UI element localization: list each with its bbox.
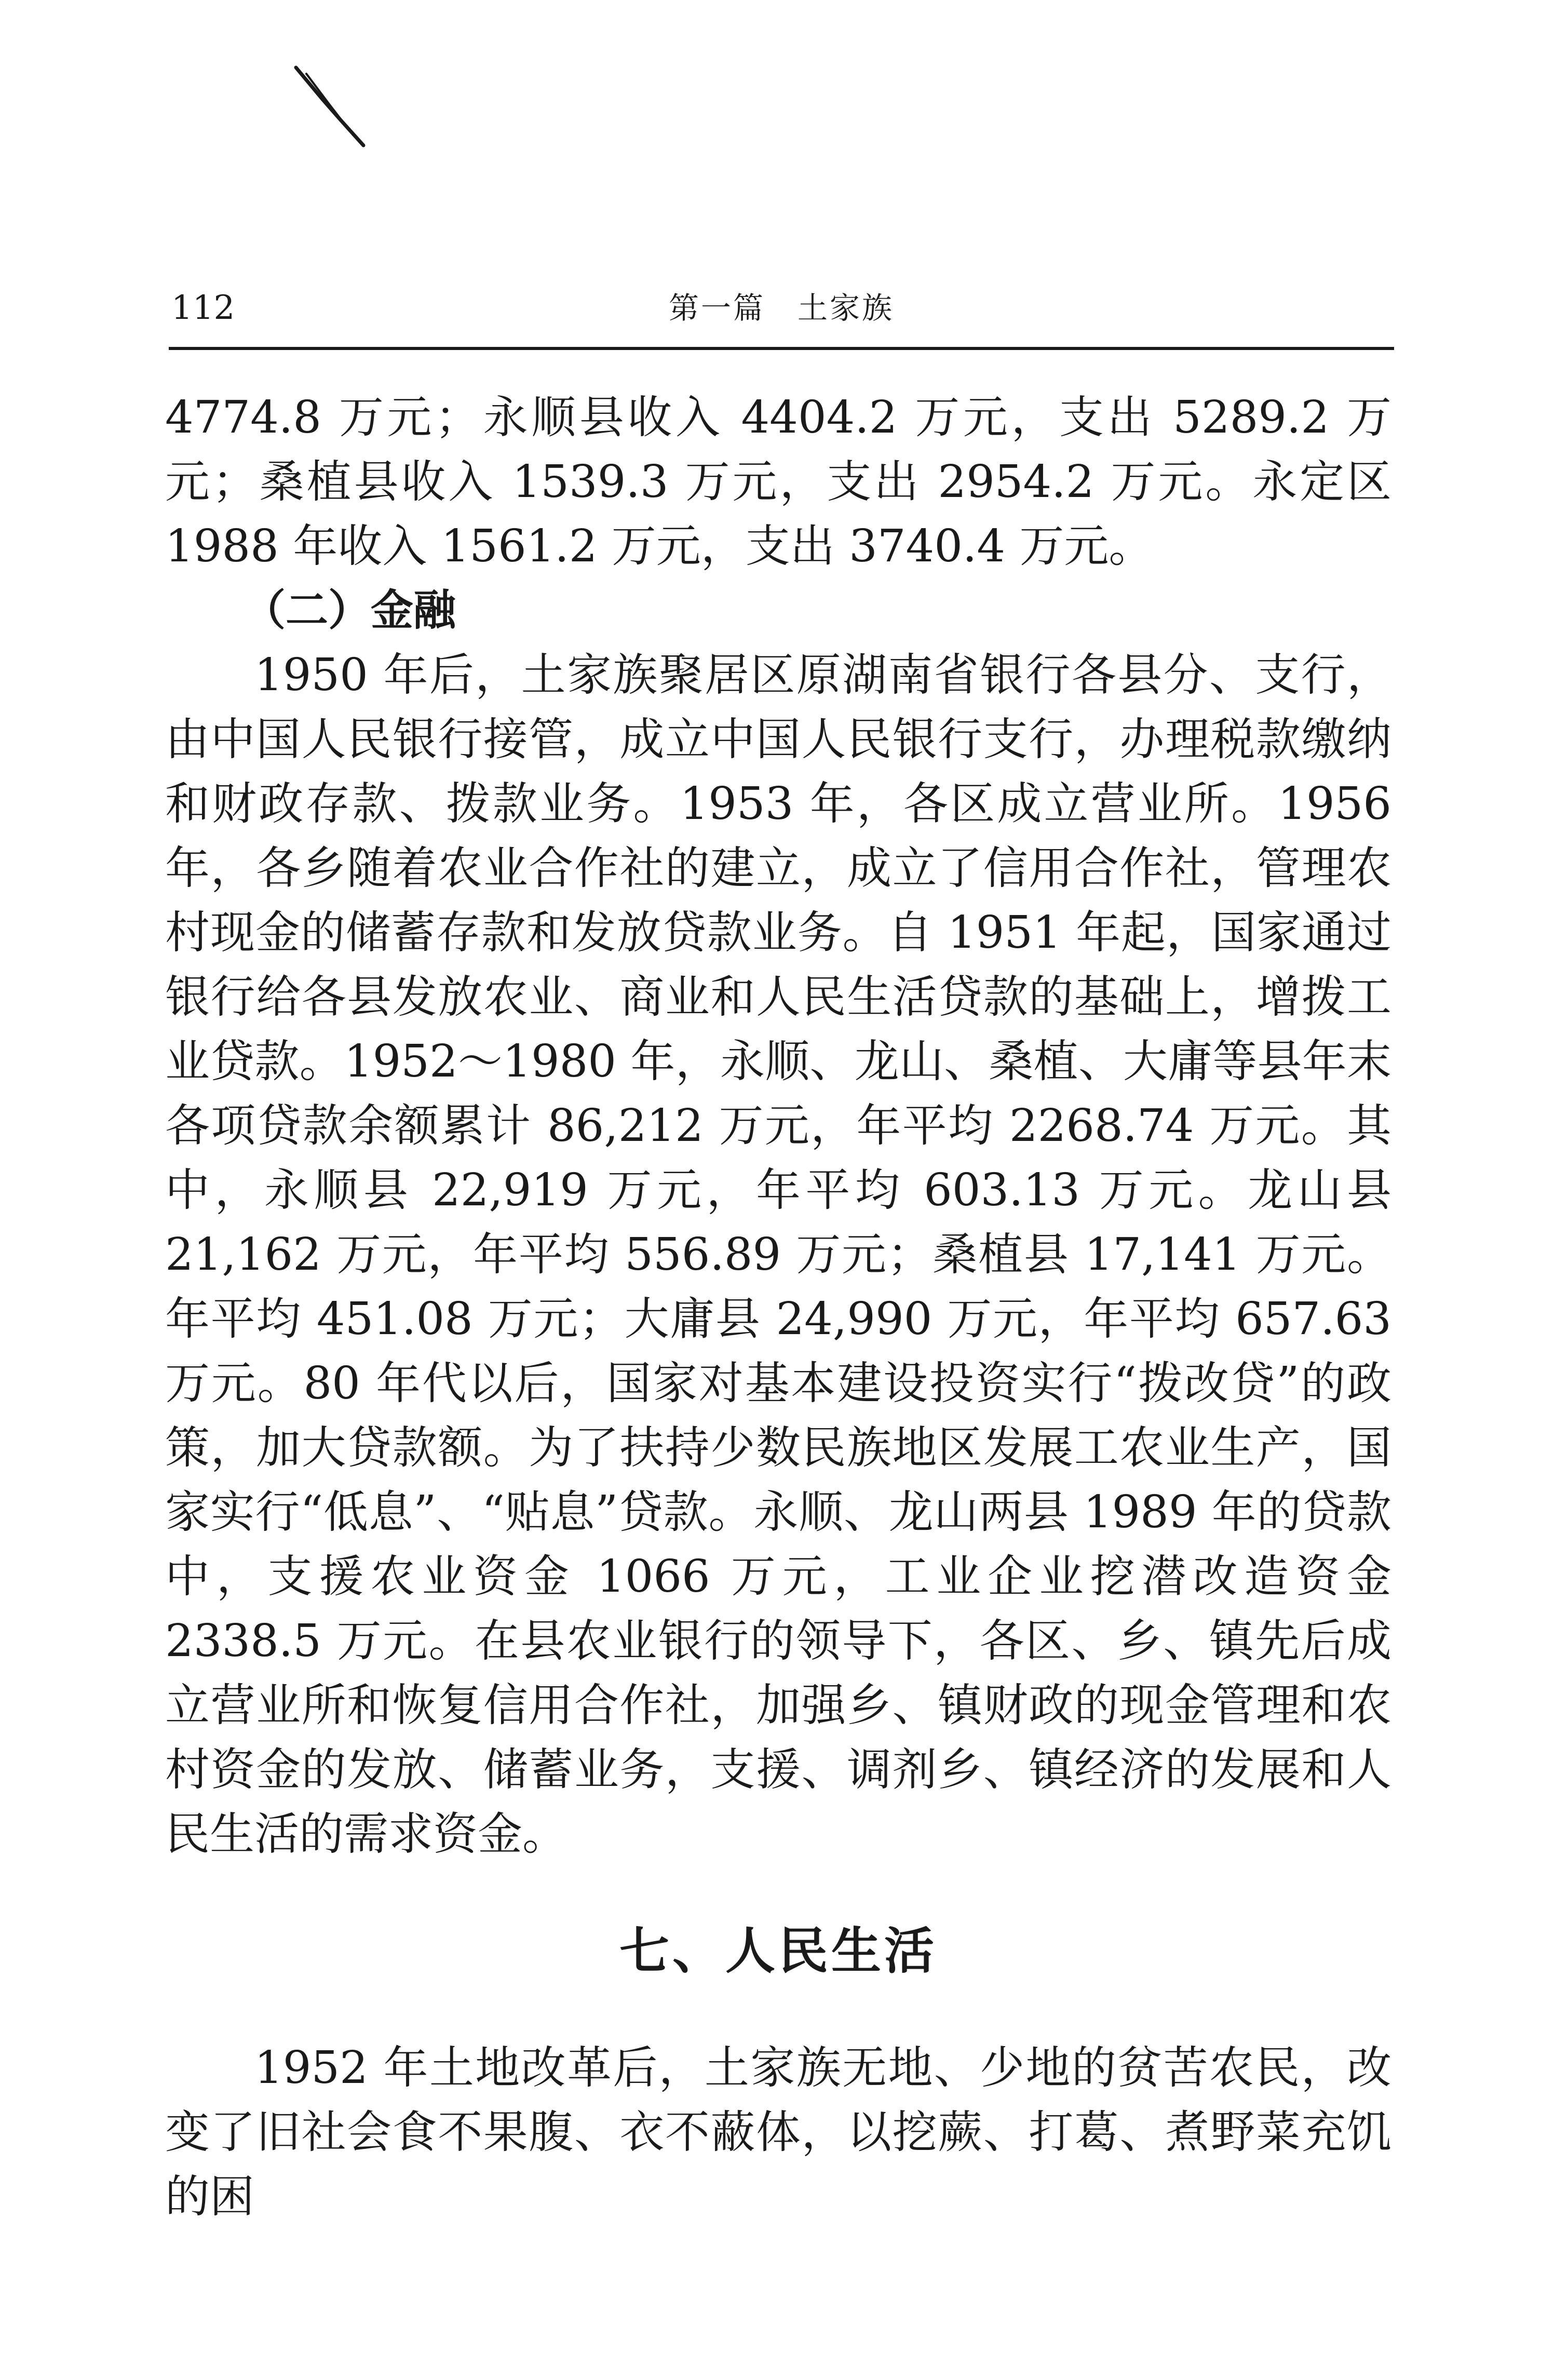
continued-paragraph: 4774.8 万元；永顺县收入 4404.2 万元，支出 5289.2 万元；桑植县收入 1539.3 万元，支出 2954.2 万元。永定区 1988 年收入 1561.2 万元，支出 3740.4 万元。 bbox=[165, 392, 1391, 572]
body-text bbox=[165, 385, 1391, 2229]
paragraph-finance: 1950 年后，土家族聚居区原湖南省银行各县分、支行，由中国人民银行接管，成立中国人民银行支行，办理税款缴纳和财政存款、拨款业务。1953 年，各区成立营业所。1956 年，各乡随着农业合作社的建立，成立了信用合作社，管理农村现金的储蓄存款和发放贷款业务。自 1951 年起，国家通过银行给各县发放农业、商业和人民生活贷款的基础上，增拨工业贷款。1952～1980 年，永顺、龙山、桑植、大庸等县年末各项贷款余额累计 86,212 万元，年平均 2268.74 万元。其中，永顺县 22,919 万元，年平均 603.13 万元。龙山县 21,162 万元，年平均 556.89 万元；桑植县 17,141 万元。年平均 451.08 万元；大庸县 24,990 万元，年平均 657.63 万元。80 年代以后，国家对基本建设投资实行“拨改贷”的政策，加大贷款额。为了扶持少数民族地区发展工农业生产，国家实行“低息”、“贴息”贷款。永顺、龙山两县 1989 年的贷款中，支援农业资金 1066 万元，工业企业挖潜改造资金 2338.5 万元。在县农业银行的领导下，各区、乡、镇先后成立营业所和恢复信用合作社，加强乡、镇财政的现金管理和农村资金的发放、储蓄业务，支援、调剂乡、镇经济的发展和人民生活的需求资金。 bbox=[165, 649, 1391, 1860]
subsection-heading-finance: （二）金融 bbox=[243, 586, 456, 635]
header-rule bbox=[169, 347, 1394, 350]
pencil-mark-icon bbox=[291, 62, 374, 151]
running-head: 第一篇 土家族 bbox=[668, 290, 894, 326]
section-heading-people-life: 七、人民生活 bbox=[619, 1922, 937, 1980]
page-header bbox=[171, 285, 1391, 331]
page-number: 112 bbox=[171, 289, 235, 327]
paragraph-people-life: 1952 年土地改革后，土家族无地、少地的贫苦农民，改变了旧社会食不果腹、衣不蔽体，以挖蕨、打葛、煮野菜充饥的困 bbox=[165, 2042, 1391, 2223]
